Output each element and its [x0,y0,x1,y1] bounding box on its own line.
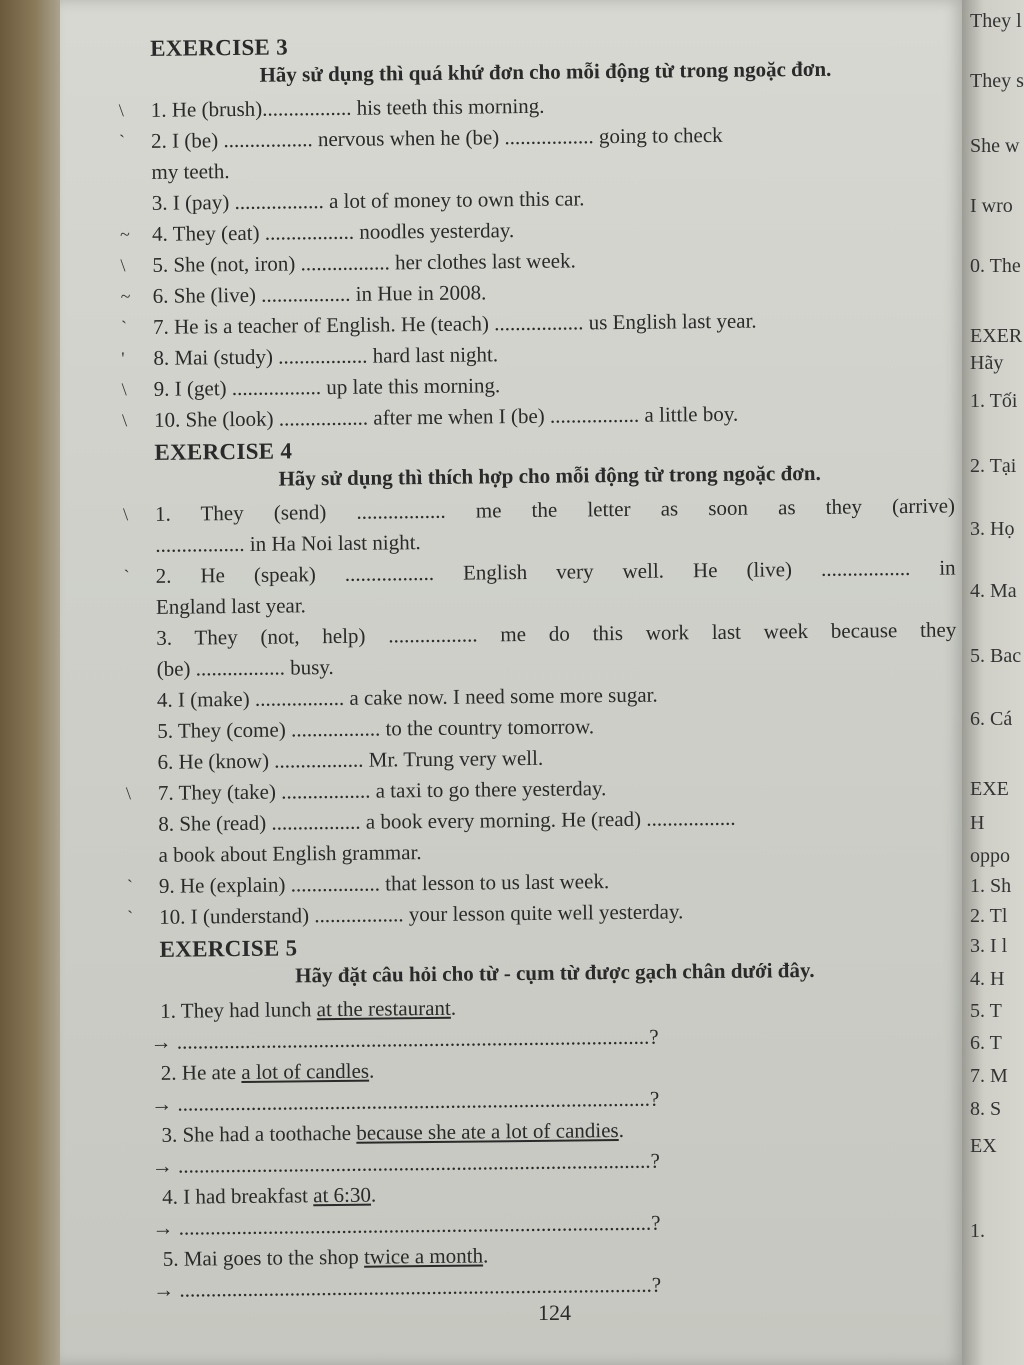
ex5-answer-line-5: → ..........................................................................................? [153,1272,662,1302]
ex4-item-5: 5. They (come) ................. to the country tomorrow. [157,714,595,743]
ex3-item-8: ' 8. Mai (study) ................. hard last night. [143,335,953,374]
ex5-answer-line-4: → ..........................................................................................? [152,1210,661,1240]
pencil-tick-icon: \ [120,255,126,276]
pencil-tick-icon: \ [118,100,124,121]
adjacent-page-text: 4. Ma [970,580,1017,602]
ex5-answer-line-1: → ..........................................................................................? [150,1024,659,1054]
ex4-item-10: ` 10. I (understand) ................. your lesson quite well yesterday. [149,893,959,932]
ex5-item-4: 4. I had breakfast at 6:30. [162,1182,377,1209]
adjacent-page-text: 2. Tại [970,455,1017,477]
page-number: 124 [538,1300,571,1325]
exercise-3-title: EXERCISE 3 [149,34,289,61]
exercise-4-title: EXERCISE 4 [154,438,293,465]
ex4-item-6: 6. He (know) ................. Mr. Trung very well. [157,745,544,774]
adjacent-page-text: 1. Tối [970,390,1018,412]
ex5-item-5: 5. Mai goes to the shop twice a month. [162,1243,489,1271]
adjacent-page-text: oppo [970,845,1010,867]
page-content [118,28,963,1306]
adjacent-page-text: 5. Bac [970,645,1022,667]
ex4-item-3-cont: (be) ................. busy. [156,655,334,681]
pencil-tick-icon: ~ [120,286,131,307]
ex4-item-8-cont: a book about English grammar. [158,840,422,867]
ex5-item-1: 1. They had lunch at the restaurant. [160,995,457,1023]
ex3-item-9: \ 9. I (get) ................. up late this morning. [144,365,954,404]
adjacent-page-text: 0. The [970,255,1021,277]
ex3-item-2-cont: my teeth. [151,159,230,184]
pencil-tick-icon: \ [121,379,127,400]
ex4-item-1: \ 1. They (send) ................. me the letter as soon as they (arrive) [145,490,955,529]
ex3-item-6: ~ 6. She (live) ................. in Hue in 2008. [143,273,953,312]
adjacent-page-text: 1. Sh [970,875,1012,897]
pencil-tick-icon: ` [123,566,130,587]
ex5-answer-line-2: → ..........................................................................................? [151,1086,660,1116]
adjacent-page-text: H [970,812,985,834]
ex3-item-7: ` 7. He is a teacher of English. He (teach) ................. us English last year. [143,304,953,343]
exercise-5-instruction: Hãy đặt câu hỏi cho từ - cụm từ được gạch chân dưới đây. [295,957,815,988]
ex4-item-2: ` 2. He (speak) ................. English very well. He (live) ................. in [145,552,955,591]
ex4-item-2-cont: England last year. [155,593,306,619]
adjacent-page-text: Hãy [970,352,1004,374]
ex3-item-4: ~ 4. They (eat) ................. noodles yesterday. [142,211,952,250]
ex4-item-7: \ 7. They (take) ................. a taxi to go there yesterday. [148,769,958,808]
adjacent-page-text: 6. Cá [970,708,1013,730]
adjacent-page-text: 7. M [970,1065,1008,1087]
exercise-5-title: EXERCISE 5 [159,935,298,962]
ex4-item-4: 4. I (make) ................. a cake now. I need some more sugar. [156,682,658,712]
adjacent-page-text: I wro [970,195,1013,217]
pencil-tick-icon: ` [120,317,128,338]
adjacent-page-text: 8. S [970,1098,1002,1120]
adjacent-page-text: 3. Họ [970,518,1015,540]
exercise-4-instruction: Hãy sử dụng thì thích hợp cho mỗi động từ trong ngoặc đơn. [278,460,821,491]
adjacent-page-text: EXE [970,778,1009,800]
adjacent-page-edge [962,0,1024,1365]
adjacent-page-text: 1. [970,1220,985,1242]
adjacent-page-text: 2. Tl [970,905,1008,927]
ex4-item-8: 8. She (read) ................. a book every morning. He (read) ................. [158,805,736,836]
adjacent-page-text: 6. T [970,1032,1002,1054]
adjacent-page-text: 4. H [970,968,1005,990]
ex3-item-3: 3. I (pay) ................. a lot of money to own this car. [151,186,585,215]
ex5-item-2: 2. He ate a lot of candles. [160,1058,375,1085]
pencil-tick-icon: \ [125,783,132,804]
adjacent-page-text: EX [970,1135,997,1157]
adjacent-page-text: 3. I l [970,935,1008,957]
adjacent-page-text: EXER [970,325,1023,347]
pencil-tick-icon: ` [126,876,134,897]
ex4-item-9: ` 9. He (explain) ................. that lesson to us last week. [149,862,959,901]
adjacent-page-text: 5. T [970,1000,1002,1022]
pencil-tick-icon: \ [121,410,128,431]
ex3-item-10: \ 10. She (look) ................. after me when I (be) ................. a little boy. [144,396,954,435]
pencil-tick-icon: ` [118,131,126,152]
exercise-3-instruction: Hãy sử dụng thì quá khứ đơn cho mỗi động từ trong ngoặc đơn. [259,56,832,87]
ex3-item-5: \ 5. She (not, iron) ................. her clothes last week. [142,242,952,281]
ex5-answer-line-3: → ..........................................................................................? [151,1148,661,1178]
ex4-item-1-cont: ................. in Ha Noi last night. [155,530,421,557]
ex3-item-2: ` 2. I (be) ................. nervous when he (be) ................. going to check [141,118,951,157]
adjacent-page-text: They l [970,10,1022,32]
pencil-tick-icon: \ [122,504,129,525]
ex3-item-1: \ 1. He (brush)................. his teeth this morning. [141,87,951,126]
pencil-tick-icon: ` [127,907,134,928]
adjacent-page-text: She w [970,135,1020,157]
pencil-tick-icon: ' [121,348,125,369]
ex4-item-3: 3. They (not, help) ................. me do this work last week because they [156,617,957,650]
pencil-tick-icon: ~ [119,224,130,245]
adjacent-page-text: They s [970,70,1024,92]
book-page [60,0,965,1365]
ex5-item-3: 3. She had a toothache because she ate a lot of candies. [161,1117,625,1147]
